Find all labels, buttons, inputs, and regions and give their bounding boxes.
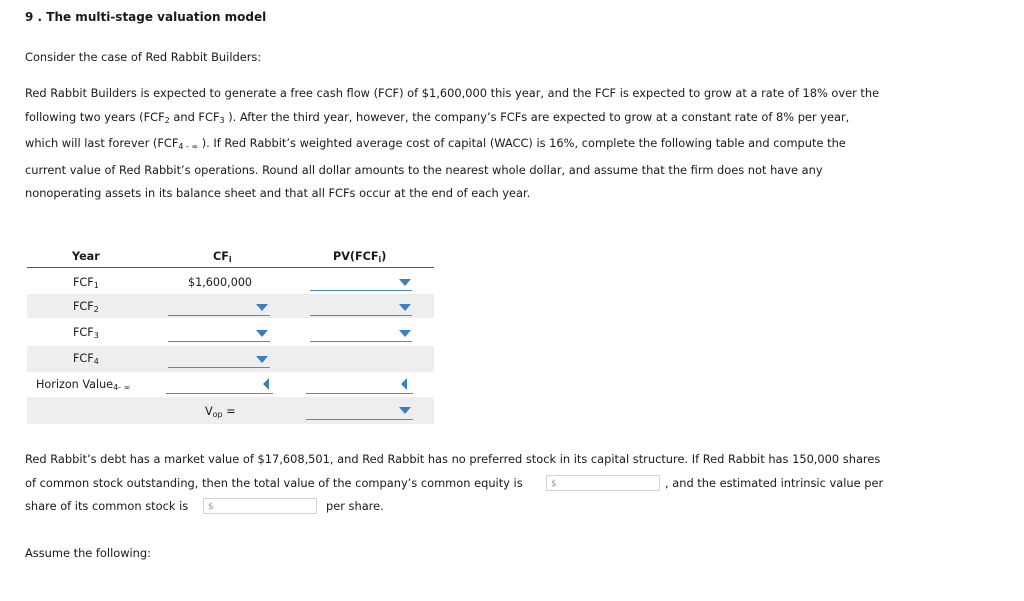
- header-year: Year: [72, 250, 100, 263]
- assume-text: Assume the following:: [25, 546, 151, 560]
- pv-fcf1-dropdown[interactable]: [310, 290, 412, 291]
- chevron-left-icon[interactable]: [401, 378, 407, 390]
- row-label-fcf1: $FCF_1$: [73, 276, 99, 290]
- debt-line-2-tail: , and the estimated intrinsic value per: [665, 476, 884, 490]
- intrinsic-value-input[interactable]: $: [203, 498, 317, 514]
- intro-text: Consider the case of Red Rabbit Builders:: [25, 50, 262, 64]
- pv-fcf3-dropdown[interactable]: [310, 341, 412, 342]
- header-cf: $CF_i$: [213, 250, 232, 264]
- chevron-down-icon[interactable]: [256, 356, 268, 363]
- problem-line-5: nonoperating assets in its balance sheet and that all FCFs occur at the end of each year.: [25, 186, 531, 201]
- chevron-down-icon[interactable]: [399, 407, 411, 414]
- problem-statement: [25, 82, 955, 206]
- cf-fcf4-dropdown[interactable]: [168, 367, 270, 368]
- debt-line-2: of common stock outstanding, then the total value of the company’s common equity is: [25, 476, 523, 490]
- question-title: 9 . The multi-stage valuation model: [25, 10, 267, 24]
- chevron-down-icon[interactable]: [399, 279, 411, 286]
- cf-value-fcf1: $1,600,000: [188, 276, 253, 289]
- vop-dropdown[interactable]: [306, 419, 413, 420]
- problem-line-3: which will last forever ($FCF_{4 - \infty}$ ). If Red Rabbit’s weighted average cost of capital (WACC) is 16%, complete the following table and compute the: [25, 136, 846, 152]
- header-pv-fcf: $PV(FCF_i)$: [333, 250, 387, 264]
- debt-line-3: share of its common stock is: [25, 499, 189, 513]
- pv-fcf2-dropdown[interactable]: [310, 315, 412, 316]
- debt-line-3-tail: per share.: [326, 499, 384, 513]
- vop-label: $V_{op}$ =: [205, 405, 236, 419]
- problem-line-1: Red Rabbit Builders is expected to generate a free cash flow (FCF) of $1,600,000 this year, and the FCF is expected to grow at a rate of 18% over the: [25, 86, 880, 100]
- cf-fcf3-dropdown[interactable]: [168, 341, 270, 342]
- cf-fcf2-dropdown[interactable]: [168, 315, 270, 316]
- chevron-left-icon[interactable]: [263, 378, 269, 390]
- chevron-down-icon[interactable]: [399, 304, 411, 311]
- table-header-rule: [27, 267, 434, 268]
- problem-line-2: following two years ($FCF_2$ and $FCF_3$ ). After the third year, however, the company’s FCFs are expected to grow at a constant rate of 8% per year,: [25, 109, 850, 125]
- row-label-fcf2: $FCF_2$: [73, 300, 99, 314]
- chevron-down-icon[interactable]: [256, 304, 268, 311]
- row-label-fcf3: $FCF_3$: [73, 326, 99, 340]
- chevron-down-icon[interactable]: [256, 330, 268, 337]
- cf-horizon-dropdown[interactable]: [166, 393, 273, 394]
- pv-horizon-dropdown[interactable]: [306, 393, 413, 394]
- problem-line-4: current value of Red Rabbit’s operations. Round all dollar amounts to the nearest whole dollar, and assume that the firm does not have any: [25, 162, 823, 177]
- row-label-fcf4: $FCF_4$: [73, 352, 99, 366]
- debt-line-1: Red Rabbit’s debt has a market value of $17,608,501, and Red Rabbit has no preferred stock in its capital structure. If Red Rabbit has 150,000 shares: [25, 452, 881, 466]
- chevron-down-icon[interactable]: [399, 330, 411, 337]
- common-equity-input[interactable]: $: [546, 475, 660, 491]
- row-label-horizon-value: Horizon Value$_{4- \infty}$: [36, 378, 131, 392]
